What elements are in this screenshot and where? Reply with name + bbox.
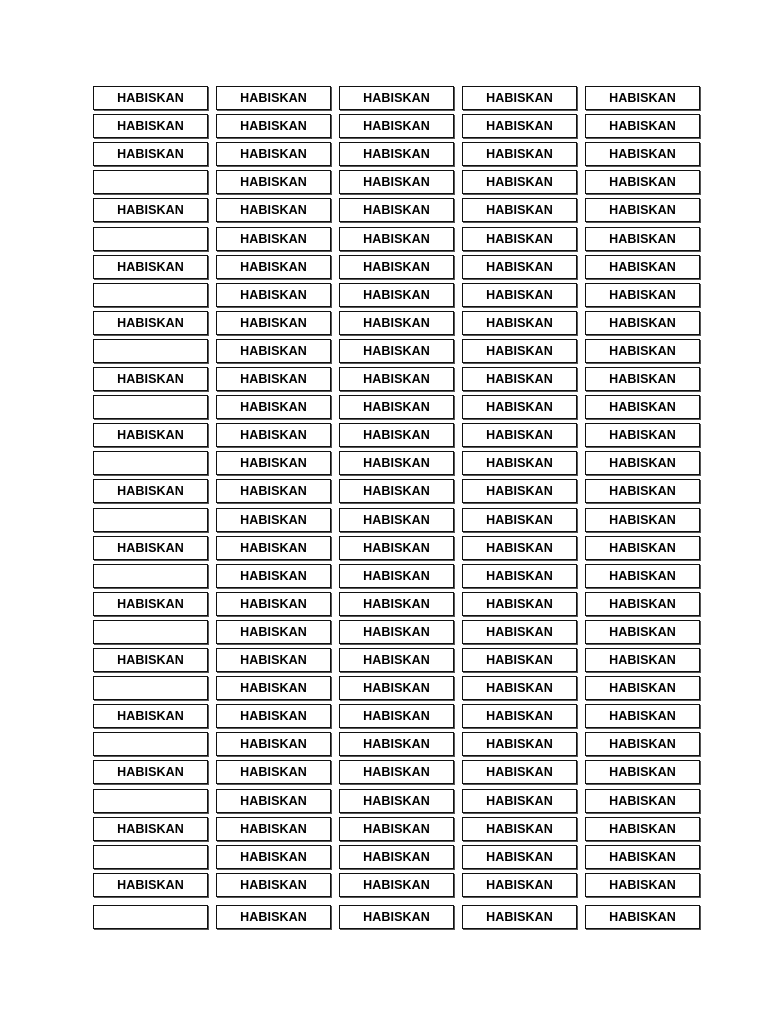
label-cell: HABISKAN: [339, 311, 454, 335]
label-cell: HABISKAN: [585, 704, 700, 728]
label-cell: HABISKAN: [585, 86, 700, 110]
label-cell: HABISKAN: [462, 339, 577, 363]
label-cell: HABISKAN: [585, 198, 700, 222]
label-cell: HABISKAN: [216, 367, 331, 391]
label-cell: HABISKAN: [93, 648, 208, 672]
label-cell: HABISKAN: [93, 367, 208, 391]
label-cell: HABISKAN: [462, 564, 577, 588]
label-row: [93, 508, 705, 532]
label-cell: HABISKAN: [339, 423, 454, 447]
label-cell: HABISKAN: [216, 905, 331, 929]
label-cell: HABISKAN: [462, 423, 577, 447]
label-row: [93, 845, 705, 869]
label-row: [93, 592, 705, 616]
label-cell: HABISKAN: [339, 283, 454, 307]
label-cell: HABISKAN: [462, 676, 577, 700]
label-cell: HABISKAN: [339, 367, 454, 391]
label-cell: HABISKAN: [585, 564, 700, 588]
label-cell: HABISKAN: [462, 592, 577, 616]
label-cell: HABISKAN: [585, 367, 700, 391]
label-cell: HABISKAN: [339, 564, 454, 588]
label-cell: HABISKAN: [462, 817, 577, 841]
label-row: [93, 676, 705, 700]
label-cell: HABISKAN: [585, 395, 700, 419]
label-cell: HABISKAN: [93, 423, 208, 447]
label-cell: HABISKAN: [216, 227, 331, 251]
label-cell: HABISKAN: [339, 536, 454, 560]
label-cell: HABISKAN: [339, 170, 454, 194]
label-row: [93, 367, 705, 391]
label-cell: HABISKAN: [339, 732, 454, 756]
label-cell: HABISKAN: [93, 255, 208, 279]
label-cell: HABISKAN: [462, 536, 577, 560]
empty-label-cell: [93, 789, 208, 813]
label-cell: HABISKAN: [339, 198, 454, 222]
empty-label-cell: [93, 451, 208, 475]
label-cell: HABISKAN: [462, 789, 577, 813]
label-cell: HABISKAN: [93, 311, 208, 335]
label-cell: HABISKAN: [216, 198, 331, 222]
label-cell: HABISKAN: [216, 170, 331, 194]
label-cell: HABISKAN: [462, 311, 577, 335]
label-cell: HABISKAN: [462, 170, 577, 194]
empty-label-cell: [93, 564, 208, 588]
label-cell: HABISKAN: [216, 536, 331, 560]
label-cell: HABISKAN: [585, 789, 700, 813]
label-cell: HABISKAN: [339, 339, 454, 363]
label-cell: HABISKAN: [462, 620, 577, 644]
label-cell: HABISKAN: [339, 451, 454, 475]
empty-label-cell: [93, 283, 208, 307]
label-cell: HABISKAN: [585, 760, 700, 784]
label-cell: HABISKAN: [216, 873, 331, 897]
label-cell: HABISKAN: [462, 255, 577, 279]
label-cell: HABISKAN: [216, 451, 331, 475]
label-cell: HABISKAN: [339, 592, 454, 616]
label-cell: HABISKAN: [93, 114, 208, 138]
label-row: [93, 198, 705, 222]
label-cell: HABISKAN: [216, 339, 331, 363]
label-cell: HABISKAN: [462, 395, 577, 419]
label-cell: HABISKAN: [339, 255, 454, 279]
label-cell: HABISKAN: [93, 704, 208, 728]
label-cell: HABISKAN: [585, 620, 700, 644]
label-row: [93, 732, 705, 756]
label-row: [93, 114, 705, 138]
label-cell: HABISKAN: [585, 648, 700, 672]
empty-label-cell: [93, 508, 208, 532]
label-cell: HABISKAN: [216, 648, 331, 672]
label-row: [93, 339, 705, 363]
label-cell: HABISKAN: [216, 283, 331, 307]
label-cell: HABISKAN: [216, 564, 331, 588]
label-cell: HABISKAN: [93, 760, 208, 784]
label-cell: HABISKAN: [585, 592, 700, 616]
label-cell: HABISKAN: [462, 86, 577, 110]
label-cell: HABISKAN: [462, 873, 577, 897]
label-cell: HABISKAN: [216, 508, 331, 532]
label-cell: HABISKAN: [585, 170, 700, 194]
label-cell: HABISKAN: [339, 86, 454, 110]
label-cell: HABISKAN: [339, 620, 454, 644]
label-cell: HABISKAN: [585, 142, 700, 166]
label-cell: HABISKAN: [339, 508, 454, 532]
label-cell: HABISKAN: [93, 873, 208, 897]
label-cell: HABISKAN: [216, 789, 331, 813]
label-row: [93, 536, 705, 560]
label-cell: HABISKAN: [585, 114, 700, 138]
label-row: [93, 451, 705, 475]
label-cell: HABISKAN: [216, 592, 331, 616]
label-cell: HABISKAN: [216, 142, 331, 166]
label-cell: HABISKAN: [585, 479, 700, 503]
label-cell: HABISKAN: [339, 142, 454, 166]
label-row: [93, 86, 705, 110]
label-cell: HABISKAN: [93, 86, 208, 110]
label-row: [93, 564, 705, 588]
label-cell: HABISKAN: [216, 676, 331, 700]
label-cell: HABISKAN: [585, 817, 700, 841]
label-cell: HABISKAN: [585, 339, 700, 363]
label-row: [93, 479, 705, 503]
label-cell: HABISKAN: [216, 311, 331, 335]
label-cell: HABISKAN: [339, 395, 454, 419]
label-cell: HABISKAN: [216, 620, 331, 644]
label-cell: HABISKAN: [339, 227, 454, 251]
label-cell: HABISKAN: [585, 283, 700, 307]
label-cell: HABISKAN: [462, 227, 577, 251]
label-cell: HABISKAN: [585, 311, 700, 335]
label-cell: HABISKAN: [462, 367, 577, 391]
label-cell: HABISKAN: [585, 732, 700, 756]
label-cell: HABISKAN: [93, 479, 208, 503]
label-row: [93, 142, 705, 166]
empty-label-cell: [93, 395, 208, 419]
label-cell: HABISKAN: [93, 817, 208, 841]
label-cell: HABISKAN: [216, 255, 331, 279]
label-cell: HABISKAN: [216, 760, 331, 784]
empty-label-cell: [93, 339, 208, 363]
label-cell: HABISKAN: [462, 905, 577, 929]
label-row: [93, 311, 705, 335]
label-row: [93, 704, 705, 728]
empty-label-cell: [93, 845, 208, 869]
label-cell: HABISKAN: [339, 676, 454, 700]
label-cell: HABISKAN: [216, 732, 331, 756]
label-row: [93, 905, 705, 929]
label-row: [93, 423, 705, 447]
label-cell: HABISKAN: [585, 423, 700, 447]
label-row: [93, 283, 705, 307]
label-cell: HABISKAN: [462, 142, 577, 166]
label-cell: HABISKAN: [93, 198, 208, 222]
label-cell: HABISKAN: [216, 423, 331, 447]
label-row: [93, 227, 705, 251]
label-cell: HABISKAN: [462, 283, 577, 307]
label-cell: HABISKAN: [339, 704, 454, 728]
label-cell: HABISKAN: [585, 451, 700, 475]
label-cell: HABISKAN: [462, 845, 577, 869]
label-cell: HABISKAN: [585, 508, 700, 532]
label-row: [93, 760, 705, 784]
label-row: [93, 620, 705, 644]
label-cell: HABISKAN: [216, 395, 331, 419]
label-cell: HABISKAN: [339, 479, 454, 503]
label-row: [93, 789, 705, 813]
label-cell: HABISKAN: [585, 255, 700, 279]
label-cell: HABISKAN: [462, 451, 577, 475]
label-cell: HABISKAN: [216, 845, 331, 869]
label-cell: HABISKAN: [93, 142, 208, 166]
label-cell: HABISKAN: [462, 732, 577, 756]
label-cell: HABISKAN: [585, 905, 700, 929]
empty-label-cell: [93, 732, 208, 756]
label-cell: HABISKAN: [339, 845, 454, 869]
label-row: [93, 873, 705, 897]
label-cell: HABISKAN: [462, 479, 577, 503]
label-cell: HABISKAN: [462, 760, 577, 784]
empty-label-cell: [93, 170, 208, 194]
label-cell: HABISKAN: [462, 648, 577, 672]
label-cell: HABISKAN: [585, 676, 700, 700]
label-cell: HABISKAN: [216, 86, 331, 110]
label-row: [93, 170, 705, 194]
label-row: [93, 395, 705, 419]
label-cell: HABISKAN: [216, 114, 331, 138]
label-cell: HABISKAN: [216, 817, 331, 841]
label-cell: HABISKAN: [585, 227, 700, 251]
label-row: [93, 817, 705, 841]
label-cell: HABISKAN: [339, 760, 454, 784]
empty-label-cell: [93, 905, 208, 929]
label-cell: HABISKAN: [216, 479, 331, 503]
label-cell: HABISKAN: [462, 114, 577, 138]
label-row: [93, 648, 705, 672]
label-cell: HABISKAN: [462, 704, 577, 728]
label-cell: HABISKAN: [339, 905, 454, 929]
label-cell: HABISKAN: [585, 536, 700, 560]
label-cell: HABISKAN: [339, 873, 454, 897]
label-cell: HABISKAN: [216, 704, 331, 728]
empty-label-cell: [93, 227, 208, 251]
label-cell: HABISKAN: [339, 114, 454, 138]
label-cell: HABISKAN: [462, 198, 577, 222]
label-cell: HABISKAN: [93, 536, 208, 560]
label-row: [93, 255, 705, 279]
empty-label-cell: [93, 676, 208, 700]
label-cell: HABISKAN: [93, 592, 208, 616]
label-cell: HABISKAN: [585, 873, 700, 897]
label-cell: HABISKAN: [339, 817, 454, 841]
label-cell: HABISKAN: [585, 845, 700, 869]
label-cell: HABISKAN: [339, 789, 454, 813]
label-cell: HABISKAN: [339, 648, 454, 672]
empty-label-cell: [93, 620, 208, 644]
label-cell: HABISKAN: [462, 508, 577, 532]
